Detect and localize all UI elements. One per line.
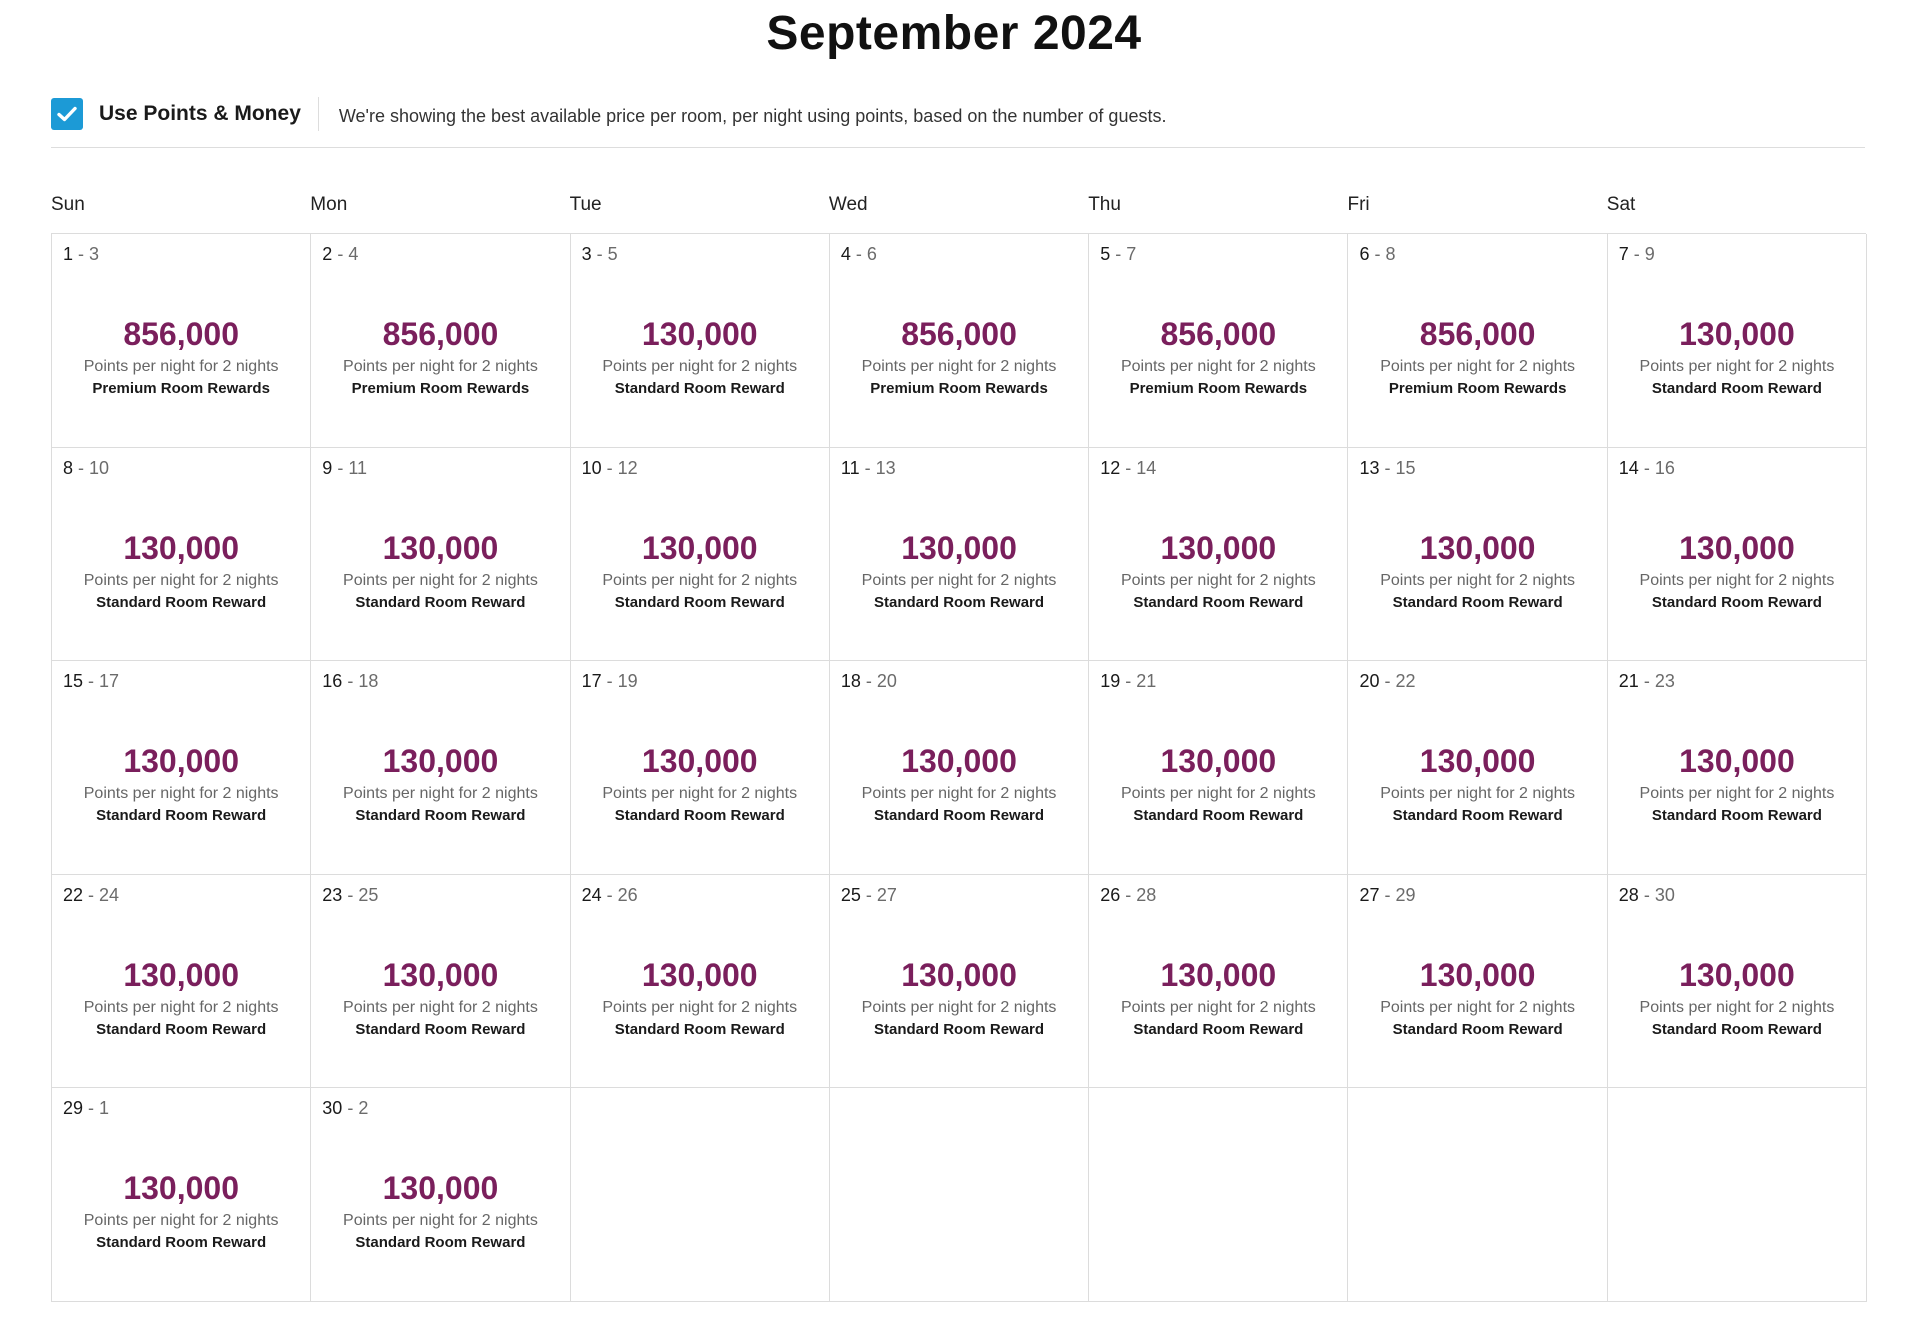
points-note: Points per night for 2 nights (343, 785, 538, 803)
room-type: Premium Room Rewards (1388, 380, 1567, 397)
points-price: 130,000 (1679, 956, 1795, 993)
date-range (63, 244, 99, 265)
date-range (582, 671, 638, 692)
check-out-date: 29 (1395, 884, 1416, 905)
check-in-date: 17 (581, 671, 602, 692)
check-out-date: 22 (1395, 671, 1416, 692)
check-in-date: 14 (1618, 457, 1639, 478)
calendar-day-cell[interactable] (311, 875, 570, 1089)
check-out-date: 18 (358, 671, 379, 692)
calendar-empty-cell (1348, 1088, 1607, 1302)
points-price: 130,000 (123, 956, 239, 993)
date-range (1359, 671, 1415, 692)
check-in-date: 19 (1100, 671, 1121, 692)
date-range (841, 885, 897, 906)
check-in-date: 15 (63, 671, 84, 692)
calendar-day-cell[interactable] (1089, 234, 1348, 448)
date-range (1619, 885, 1675, 906)
check-out-date: 23 (1654, 671, 1675, 692)
date-range (1359, 244, 1395, 265)
month-title: September 2024 (766, 7, 1142, 60)
check-out-date: 7 (1126, 244, 1137, 264)
weekday-fri: Fri (1347, 194, 1370, 215)
check-out-date: 3 (89, 244, 100, 264)
weekday-thu: Thu (1088, 194, 1121, 215)
points-note: Points per night for 2 nights (1639, 998, 1835, 1016)
date-range (841, 458, 896, 479)
check-out-date: 17 (99, 671, 120, 692)
room-type: Standard Room Reward (1392, 1020, 1563, 1038)
range-separator: - (860, 671, 877, 692)
points-price: 130,000 (123, 743, 239, 780)
range-separator: - (601, 671, 618, 692)
check-out-date: 27 (876, 884, 897, 905)
points-price: 856,000 (1160, 316, 1277, 352)
calendar-day-cell[interactable] (830, 661, 1089, 875)
check-out-date: 24 (99, 884, 120, 905)
check-in-date: 7 (1618, 244, 1629, 264)
date-range (1619, 671, 1675, 692)
points-price: 130,000 (901, 956, 1017, 993)
check-in-date: 8 (63, 457, 74, 478)
date-range (582, 885, 638, 906)
date-range (1619, 244, 1655, 265)
check-out-date: 16 (1654, 457, 1675, 478)
points-price: 130,000 (382, 1170, 499, 1207)
points-note: Points per night for 2 nights (1120, 571, 1316, 589)
calendar-day-cell[interactable] (1089, 448, 1348, 662)
check-out-date: 26 (617, 884, 638, 905)
weekday-sun: Sun (51, 194, 85, 215)
check-in-date: 21 (1618, 671, 1639, 692)
date-range (63, 458, 109, 479)
date-range (1100, 885, 1156, 906)
range-separator: - (1379, 671, 1396, 692)
check-in-date: 3 (581, 244, 592, 264)
check-in-date: 18 (840, 671, 861, 692)
range-separator: - (591, 244, 608, 264)
check-in-date: 23 (322, 884, 343, 905)
points-note: Points per night for 2 nights (1120, 998, 1316, 1016)
points-price: 130,000 (1679, 743, 1795, 780)
points-note: Points per night for 2 nights (1120, 358, 1316, 375)
pricing-note: We're showing the best available price per room, per night using points, based on the number of guests. (338, 106, 1167, 126)
calendar-day-cell[interactable] (1608, 661, 1867, 875)
check-in-date: 20 (1359, 671, 1380, 692)
room-type: Standard Room Reward (1133, 807, 1304, 825)
points-money-toolbar (51, 96, 1865, 148)
range-separator: - (332, 244, 349, 264)
range-separator: - (601, 457, 618, 478)
room-type: Premium Room Rewards (92, 380, 270, 397)
date-range (1100, 244, 1136, 265)
calendar-day-cell[interactable] (311, 661, 570, 875)
range-separator: - (1369, 244, 1386, 264)
range-separator: - (1120, 457, 1137, 478)
points-note: Points per night for 2 nights (83, 571, 279, 589)
calendar-empty-cell (1089, 1088, 1348, 1302)
check-in-date: 10 (581, 457, 602, 478)
range-separator: - (601, 884, 618, 905)
range-separator: - (332, 457, 349, 478)
date-range (841, 244, 877, 265)
check-in-date: 28 (1618, 884, 1639, 905)
range-separator: - (1379, 457, 1396, 478)
check-in-date: 27 (1359, 884, 1380, 905)
points-note: Points per night for 2 nights (602, 785, 798, 803)
check-out-date: 9 (1644, 244, 1655, 264)
date-range (63, 1098, 109, 1119)
check-in-date: 13 (1359, 457, 1380, 478)
date-range (322, 458, 367, 479)
points-note: Points per night for 2 nights (1380, 571, 1576, 589)
calendar-day-cell[interactable] (311, 234, 570, 448)
room-type: Standard Room Reward (355, 1234, 526, 1252)
date-range (1359, 458, 1415, 479)
calendar-grid (51, 233, 1866, 1302)
room-type: Standard Room Reward (1133, 593, 1304, 611)
points-price: 130,000 (1679, 316, 1795, 352)
points-note: Points per night for 2 nights (83, 358, 279, 375)
points-price: 130,000 (1419, 529, 1536, 566)
room-type: Premium Room Rewards (870, 380, 1048, 397)
range-separator: - (1379, 884, 1396, 905)
date-range (63, 671, 119, 692)
calendar-day-cell[interactable] (1608, 448, 1867, 662)
points-price: 856,000 (1419, 316, 1536, 352)
calendar-day-cell[interactable] (1608, 875, 1867, 1089)
points-note: Points per night for 2 nights (83, 998, 279, 1016)
date-range (322, 1098, 368, 1119)
date-range (322, 671, 378, 692)
range-separator: - (83, 884, 100, 905)
check-in-date: 5 (1100, 244, 1111, 264)
weekday-header (51, 194, 1866, 216)
calendar-day-cell[interactable] (1348, 875, 1607, 1089)
check-in-date: 2 (322, 244, 333, 264)
calendar-day-cell[interactable] (1608, 234, 1867, 448)
check-out-date: 11 (348, 457, 367, 478)
weekday-sat: Sat (1606, 194, 1636, 215)
range-separator: - (859, 457, 876, 478)
date-range (582, 458, 638, 479)
check-in-date: 11 (840, 457, 860, 478)
check-out-date: 25 (358, 884, 379, 905)
check-out-date: 28 (1136, 884, 1157, 905)
points-price: 856,000 (123, 316, 239, 352)
points-note: Points per night for 2 nights (602, 998, 798, 1016)
room-type: Standard Room Reward (1651, 807, 1822, 825)
date-range (1619, 458, 1675, 479)
points-price: 130,000 (1679, 529, 1795, 566)
calendar-day-cell[interactable] (311, 448, 570, 662)
room-type: Standard Room Reward (96, 1234, 267, 1252)
points-price: 130,000 (641, 743, 758, 780)
check-icon (57, 106, 77, 122)
date-range (1100, 671, 1156, 692)
points-note: Points per night for 2 nights (343, 571, 538, 589)
points-price: 130,000 (901, 529, 1017, 566)
points-note: Points per night for 2 nights (861, 358, 1057, 375)
calendar-day-cell[interactable] (1089, 875, 1348, 1089)
room-type: Standard Room Reward (614, 593, 785, 611)
points-note: Points per night for 2 nights (861, 785, 1057, 803)
check-in-date: 25 (840, 884, 861, 905)
calendar-day-cell[interactable] (52, 234, 311, 448)
calendar-day-cell[interactable] (830, 234, 1089, 448)
points-note: Points per night for 2 nights (343, 1212, 538, 1230)
room-type: Standard Room Reward (1133, 1020, 1304, 1038)
points-price: 130,000 (382, 529, 499, 566)
room-type: Standard Room Reward (1392, 593, 1563, 611)
room-type: Standard Room Reward (614, 380, 785, 397)
range-separator: - (1628, 244, 1645, 264)
check-in-date: 1 (63, 244, 74, 264)
use-points-money-label[interactable]: Use Points & Money (99, 102, 301, 125)
date-range (1100, 458, 1156, 479)
weekday-mon: Mon (310, 194, 348, 215)
check-in-date: 22 (63, 884, 84, 905)
check-out-date: 6 (866, 244, 877, 264)
range-separator: - (83, 1098, 100, 1119)
check-out-date: 4 (348, 244, 359, 264)
room-type: Standard Room Reward (1392, 807, 1563, 825)
room-type: Standard Room Reward (614, 807, 785, 825)
check-out-date: 10 (89, 457, 110, 478)
room-type: Standard Room Reward (874, 593, 1045, 611)
room-type: Standard Room Reward (96, 807, 267, 825)
room-type: Standard Room Reward (1651, 380, 1822, 397)
range-separator: - (1120, 884, 1137, 905)
calendar-day-cell[interactable] (571, 448, 830, 662)
check-in-date: 16 (322, 671, 343, 692)
check-in-date: 30 (322, 1098, 343, 1119)
calendar-empty-cell (1608, 1088, 1867, 1302)
range-separator: - (1110, 244, 1127, 264)
check-in-date: 24 (581, 884, 602, 905)
check-out-date: 12 (617, 457, 638, 478)
points-price: 130,000 (123, 1170, 239, 1207)
calendar-day-cell[interactable] (52, 1088, 311, 1302)
room-type: Premium Room Rewards (351, 380, 530, 397)
points-price: 130,000 (382, 743, 499, 780)
check-out-date: 30 (1654, 884, 1675, 905)
points-price: 130,000 (123, 529, 239, 566)
calendar-day-cell[interactable] (830, 448, 1089, 662)
range-separator: - (1120, 671, 1137, 692)
range-separator: - (860, 884, 877, 905)
points-price: 130,000 (1160, 529, 1277, 566)
check-in-date: 9 (322, 457, 333, 478)
points-note: Points per night for 2 nights (343, 358, 538, 375)
points-price: 856,000 (382, 316, 499, 352)
range-separator: - (850, 244, 867, 264)
points-note: Points per night for 2 nights (861, 571, 1057, 589)
date-range (841, 671, 897, 692)
points-price: 130,000 (1419, 956, 1536, 993)
points-price: 130,000 (1419, 743, 1536, 780)
room-type: Standard Room Reward (96, 1020, 267, 1038)
check-out-date: 1 (99, 1098, 110, 1119)
weekday-tue: Tue (569, 194, 602, 215)
range-separator: - (83, 671, 100, 692)
room-type: Standard Room Reward (355, 1020, 526, 1038)
range-separator: - (73, 244, 90, 264)
points-price: 130,000 (641, 316, 758, 352)
points-note: Points per night for 2 nights (1639, 358, 1835, 375)
room-type: Standard Room Reward (1651, 1020, 1822, 1038)
check-in-date: 26 (1100, 884, 1121, 905)
points-note: Points per night for 2 nights (1639, 571, 1835, 589)
points-note: Points per night for 2 nights (1380, 998, 1576, 1016)
check-in-date: 12 (1100, 457, 1121, 478)
check-in-date: 4 (840, 244, 851, 264)
calendar-day-cell[interactable] (1348, 661, 1607, 875)
check-out-date: 8 (1385, 244, 1396, 264)
use-points-money-checkbox[interactable] (51, 98, 83, 130)
check-out-date: 20 (876, 671, 897, 692)
room-type: Standard Room Reward (355, 593, 526, 611)
room-type: Standard Room Reward (96, 593, 267, 611)
points-price: 130,000 (641, 956, 758, 993)
points-note: Points per night for 2 nights (1639, 785, 1835, 803)
points-note: Points per night for 2 nights (83, 785, 279, 803)
date-range (322, 244, 358, 265)
room-type: Standard Room Reward (1651, 593, 1822, 611)
range-separator: - (342, 671, 359, 692)
date-range (1359, 885, 1415, 906)
calendar-day-cell[interactable] (1089, 661, 1348, 875)
calendar-day-cell[interactable] (52, 448, 311, 662)
calendar-day-cell[interactable] (52, 875, 311, 1089)
calendar-day-cell[interactable] (571, 234, 830, 448)
date-range (63, 885, 119, 906)
points-price: 130,000 (382, 956, 499, 993)
range-separator: - (342, 1098, 359, 1119)
room-type: Standard Room Reward (614, 1020, 785, 1038)
points-note: Points per night for 2 nights (83, 1212, 279, 1230)
points-note: Points per night for 2 nights (343, 998, 538, 1016)
range-separator: - (1638, 457, 1655, 478)
date-range (582, 244, 618, 265)
room-type: Standard Room Reward (874, 1020, 1045, 1038)
calendar-day-cell[interactable] (52, 661, 311, 875)
points-note: Points per night for 2 nights (1120, 785, 1316, 803)
calendar-day-cell[interactable] (571, 661, 830, 875)
check-out-date: 19 (617, 671, 638, 692)
calendar-day-cell[interactable] (1348, 448, 1607, 662)
points-price: 130,000 (641, 529, 758, 566)
range-separator: - (73, 457, 90, 478)
calendar-day-cell[interactable] (571, 875, 830, 1089)
calendar-day-cell[interactable] (311, 1088, 570, 1302)
toolbar-divider (318, 97, 319, 131)
check-out-date: 21 (1136, 671, 1157, 692)
check-out-date: 15 (1395, 457, 1416, 478)
range-separator: - (1638, 671, 1655, 692)
check-out-date: 5 (607, 244, 618, 264)
room-type: Standard Room Reward (874, 807, 1045, 825)
check-in-date: 6 (1359, 244, 1370, 264)
range-separator: - (1638, 884, 1655, 905)
calendar-day-cell[interactable] (830, 875, 1089, 1089)
points-note: Points per night for 2 nights (1380, 785, 1576, 803)
room-type: Standard Room Reward (355, 807, 526, 825)
date-range (322, 885, 378, 906)
weekday-wed: Wed (828, 194, 868, 215)
points-note: Points per night for 2 nights (861, 998, 1057, 1016)
points-price: 130,000 (901, 743, 1017, 780)
points-note: Points per night for 2 nights (1380, 358, 1576, 375)
points-price: 130,000 (1160, 956, 1277, 993)
calendar-empty-cell (571, 1088, 830, 1302)
points-price: 856,000 (901, 316, 1017, 352)
points-note: Points per night for 2 nights (602, 358, 798, 375)
range-separator: - (342, 884, 359, 905)
points-note: Points per night for 2 nights (602, 571, 798, 589)
check-out-date: 13 (875, 457, 896, 478)
room-type: Premium Room Rewards (1129, 380, 1308, 397)
calendar-empty-cell (830, 1088, 1089, 1302)
check-in-date: 29 (63, 1098, 84, 1119)
check-out-date: 2 (358, 1098, 369, 1119)
calendar-day-cell[interactable] (1348, 234, 1607, 448)
check-out-date: 14 (1136, 457, 1157, 478)
points-price: 130,000 (1160, 743, 1277, 780)
